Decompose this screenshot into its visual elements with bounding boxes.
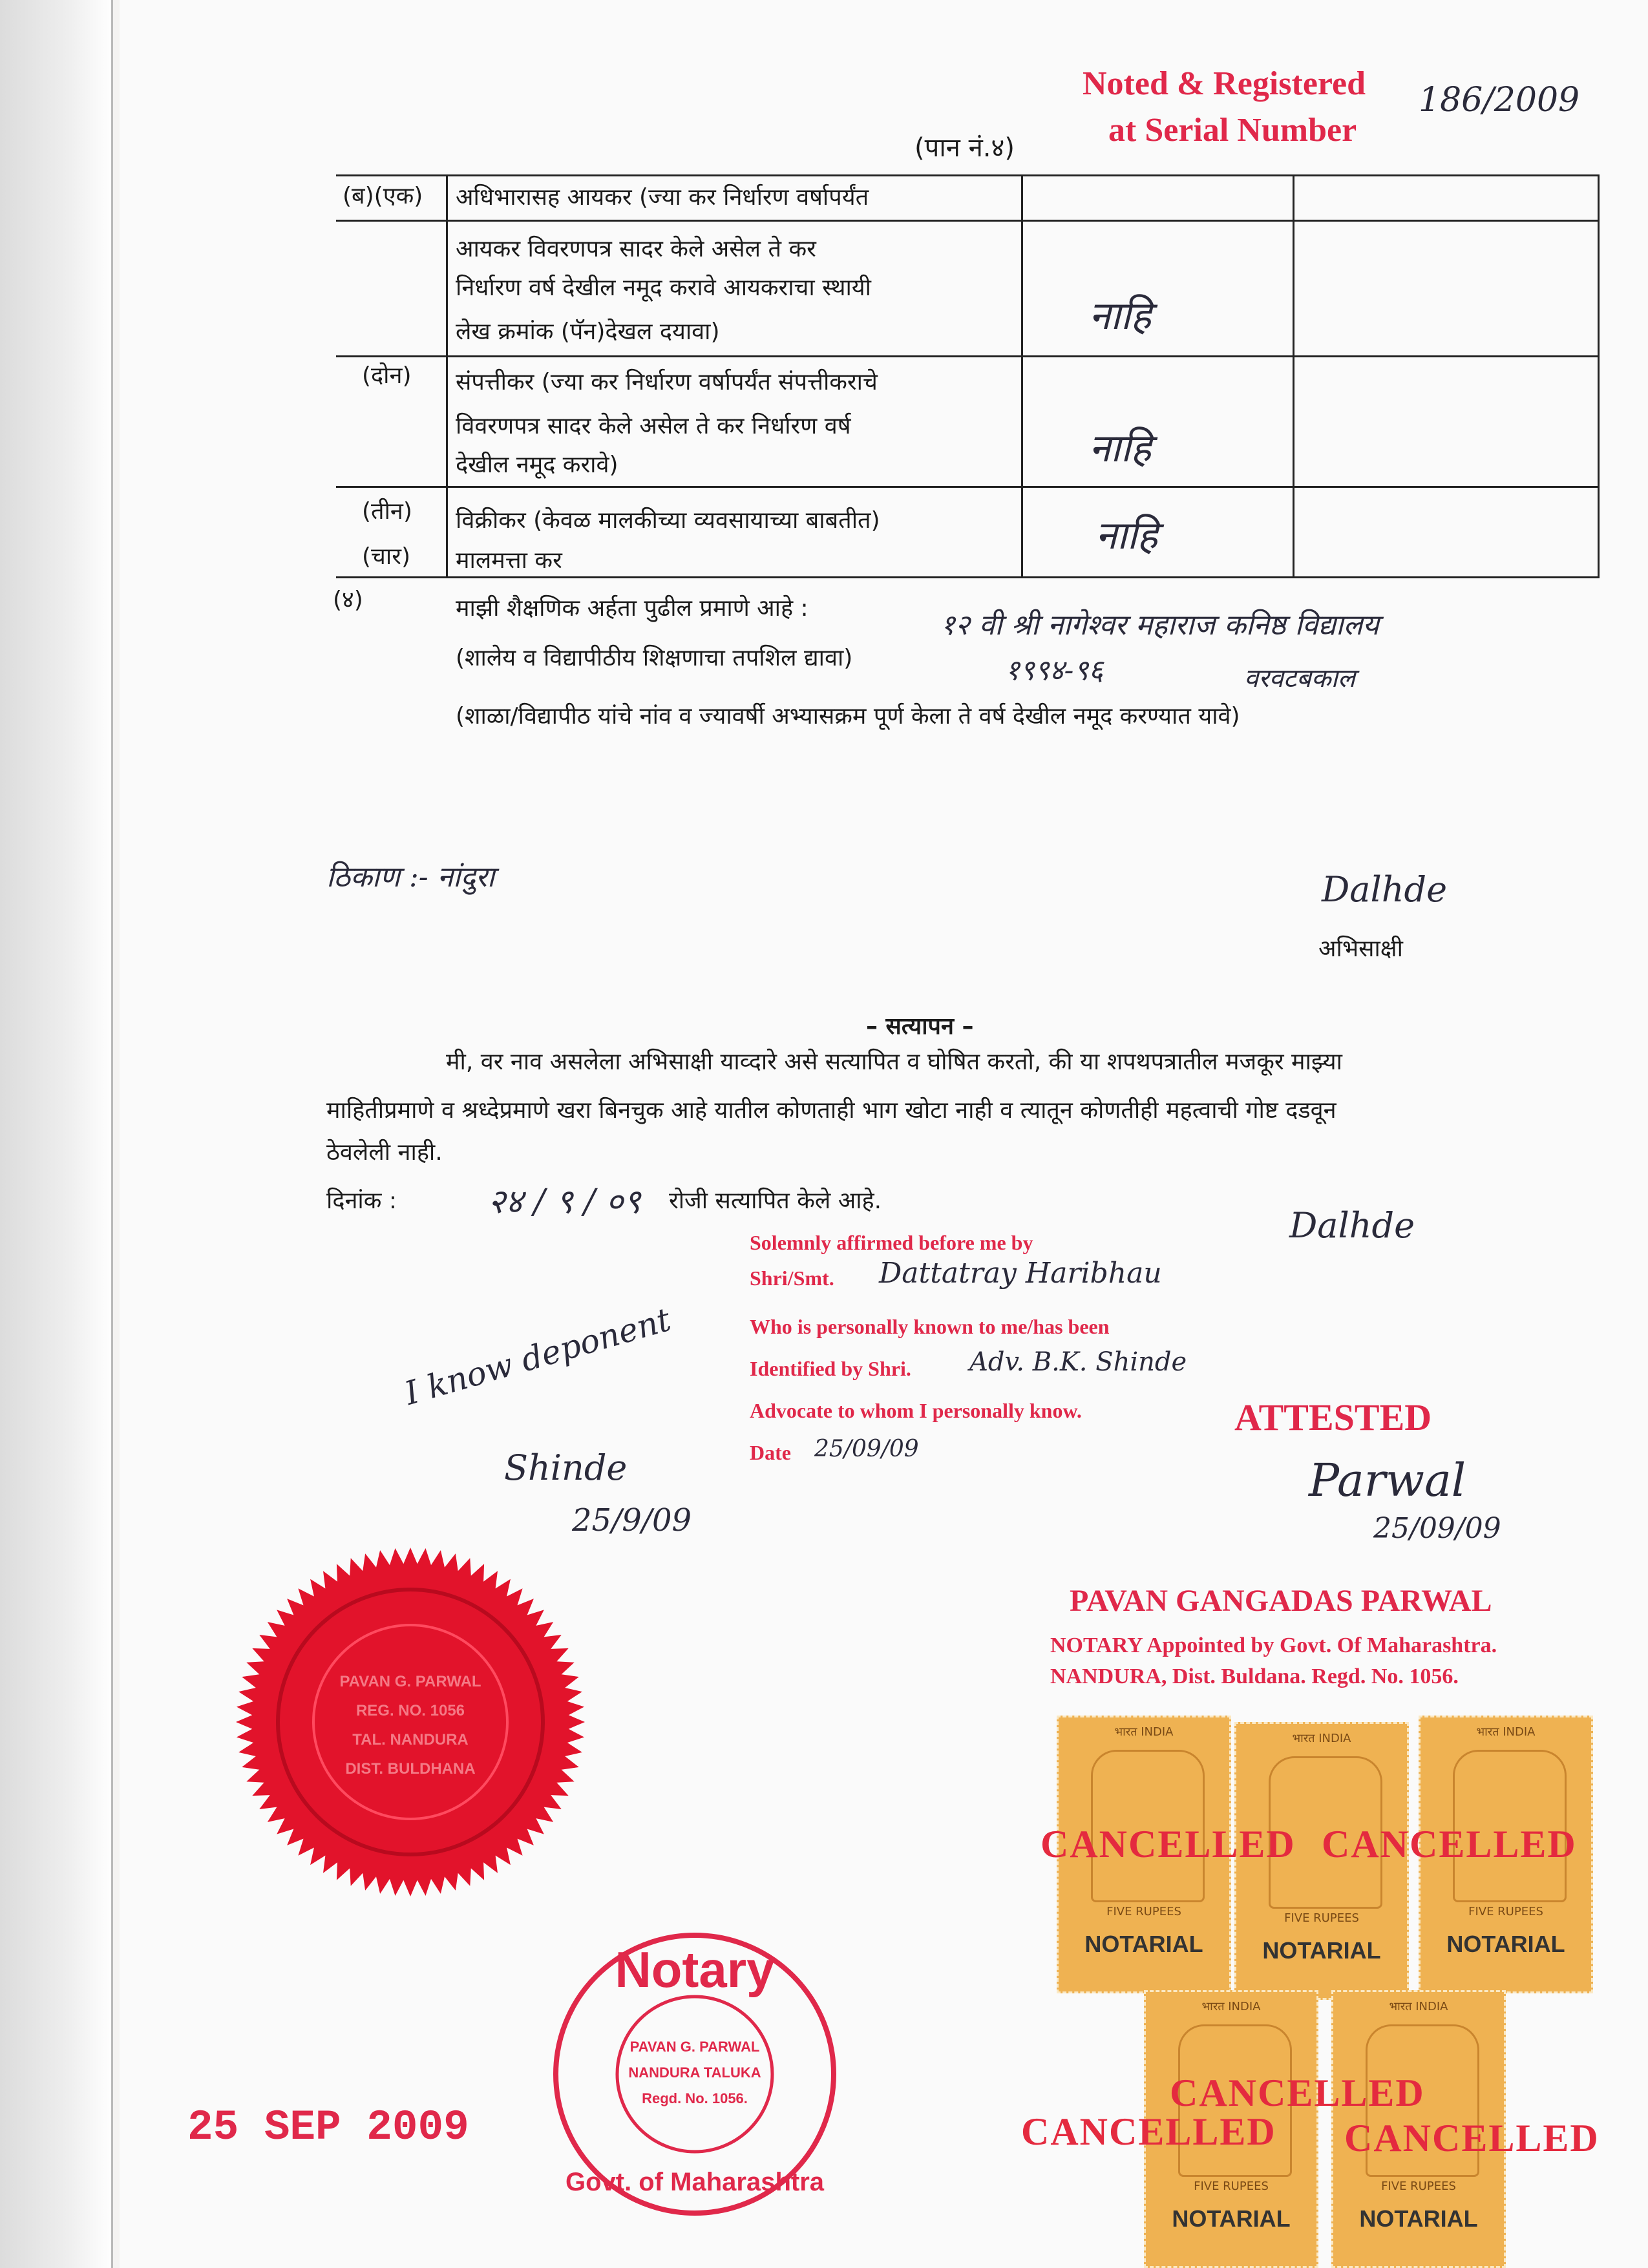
deponent-caption: अभिसाक्षी <box>1318 936 1403 962</box>
binding-edge <box>111 0 113 2268</box>
attested-date: 25/09/09 <box>1373 1512 1501 1545</box>
stamp-denomination: FIVE RUPEES <box>1381 2179 1456 2193</box>
education-place: वरवटबकाल <box>1244 664 1356 693</box>
round-notary-seal <box>546 1926 843 2223</box>
wax-seal-text: DIST. BULDHANA <box>345 1760 476 1778</box>
notary-line3: NANDURA, Dist. Buldana. Regd. No. 1056. <box>1050 1664 1459 1688</box>
round-seal-bottom: Govt. of Maharashtra <box>565 2168 825 2196</box>
affirmation-line1: Solemnly affirmed before me by <box>750 1231 1033 1254</box>
stamp-country: भारत INDIA <box>1114 1725 1174 1739</box>
answer-wealth-tax: नाहि <box>1089 426 1152 471</box>
row-label: (दोन) <box>362 362 412 389</box>
answer-income-tax: नाहि <box>1089 293 1152 339</box>
education-line2: (शालेय व विद्यापीठीय शिक्षणाचा तपशिल द्यावा) <box>456 645 853 671</box>
stamp-type: NOTARIAL <box>1084 1931 1203 1957</box>
table-cell: विक्रीकर (केवळ मालकीच्या व्यवसायाच्या बाबतीत) <box>456 507 880 534</box>
answer-sales-tax: नाहि <box>1095 513 1158 558</box>
cancelled-stamp: CANCELLED <box>1021 2110 1276 2153</box>
round-seal-center: PAVAN G. PARWAL <box>629 2039 760 2055</box>
serial-label: at Serial Number <box>1108 112 1357 149</box>
wax-seal-text: PAVAN G. PARWAL <box>339 1673 481 1690</box>
round-seal-center: NANDURA TALUKA <box>628 2064 761 2081</box>
row-label: (तीन) <box>362 498 412 525</box>
wax-seal-text: REG. NO. 1056 <box>355 1702 465 1719</box>
table-cell: लेख क्रमांक (पॅन)देखल दयावा) <box>456 319 720 345</box>
page-binding <box>0 0 113 2268</box>
cancelled-stamp: CANCELLED <box>1344 2117 1600 2159</box>
table-cell: मालमत्ता कर <box>456 547 562 574</box>
date-label: दिनांक : <box>326 1188 397 1214</box>
education-year: १९९४-९६ <box>1005 654 1104 687</box>
stamp-type: NOTARIAL <box>1359 2205 1478 2232</box>
notary-line2: NOTARY Appointed by Govt. Of Maharashtra. <box>1050 1633 1497 1657</box>
stamp-country: भारत INDIA <box>1201 2000 1261 2013</box>
advocate-date: 25/9/09 <box>572 1502 692 1538</box>
round-seal-center: Regd. No. 1056. <box>642 2090 748 2106</box>
verification-line3: ठेवलेली नाही. <box>326 1139 443 1166</box>
stamp-country: भारत INDIA <box>1389 2000 1448 2013</box>
stamp-country: भारत INDIA <box>1476 1725 1536 1739</box>
education-school: १२ वी श्री नागेश्वर महाराज कनिष्ठ विद्यालय <box>940 609 1379 642</box>
wax-seal <box>229 1541 591 1903</box>
cancelled-stamp: CANCELLED <box>1170 2072 1425 2114</box>
attested-label: ATTESTED <box>1234 1396 1432 1438</box>
stamp-type: NOTARIAL <box>1262 1937 1381 1964</box>
deponent-signature: Dalhde <box>1322 869 1448 910</box>
advocate-note: I know deponent <box>401 1300 675 1412</box>
table-cell: देखील नमूद करावे) <box>456 452 618 478</box>
second-deponent-signature: Dalhde <box>1289 1205 1415 1246</box>
row-label: (चार) <box>362 543 410 570</box>
date-stamp: 25 SEP 2009 <box>187 2103 469 2152</box>
date-suffix: रोजी सत्यापित केले आहे. <box>669 1188 882 1214</box>
affirmation-line5: Advocate to whom I personally know. <box>750 1399 1082 1422</box>
registration-stamp <box>1083 65 1366 103</box>
identifier-name: Adv. B.K. Shinde <box>969 1347 1187 1377</box>
stamp-type: NOTARIAL <box>1172 2205 1291 2232</box>
affirmation-line6-label: Date <box>750 1441 791 1464</box>
education-line3: (शाळा/विद्यापीठ यांचे नांव व ज्यावर्षी अभ्यासक्रम पूर्ण केला ते वर्ष देखील नमूद करण्यात यावे) <box>456 703 1240 730</box>
cancelled-stamp: CANCELLED <box>1041 1823 1296 1865</box>
place-signature: ठिकाण :- नांदुरा <box>326 861 495 894</box>
page-number: (पान नं.४) <box>914 133 1015 163</box>
stamp-denomination: FIVE RUPEES <box>1194 2179 1269 2193</box>
notary-name: PAVAN GANGADAS PARWAL <box>1070 1584 1492 1618</box>
education-line1: माझी शैक्षणिक अर्हता पुढील प्रमाणे आहे : <box>456 595 808 622</box>
table-row <box>343 181 423 212</box>
table-cell: निर्धारण वर्ष देखील नमूद करावे आयकराचा स्थायी <box>456 275 872 301</box>
stamp-denomination: FIVE RUPEES <box>1106 1905 1181 1918</box>
wax-seal-text: TAL. NANDURA <box>352 1731 469 1748</box>
round-seal-top: Notary <box>615 1941 775 1998</box>
stamp-country: भारत INDIA <box>1292 1732 1351 1745</box>
serial-handwritten: 186/2009 <box>1419 81 1580 120</box>
attested-signature: Parwal <box>1309 1454 1466 1507</box>
stamp-denomination: FIVE RUPEES <box>1468 1905 1543 1918</box>
stamp-denomination: FIVE RUPEES <box>1284 1911 1359 1925</box>
noted-registered-text: Noted & Registered <box>1083 65 1366 102</box>
date-value: २४ / ९ / ०९ <box>488 1182 641 1221</box>
table-cell: अधिभारासह आयकर (ज्या कर निर्धारण वर्षापर्यंत <box>456 184 869 211</box>
education-label: (४) <box>333 587 363 613</box>
cancelled-stamp: CANCELLED <box>1322 1823 1577 1865</box>
table-cell: आयकर विवरणपत्र सादर केले असेल ते कर <box>456 236 816 262</box>
stamp-type: NOTARIAL <box>1446 1931 1565 1957</box>
table-cell: संपत्तीकर (ज्या कर निर्धारण वर्षापर्यंत संपत्तीकराचे <box>456 369 878 395</box>
verification-line2: माहितीप्रमाणे व श्रध्देप्रमाणे खरा बिनचुक आहे यातील कोणताही भाग खोटा नाही व त्यातून कोणतीही महत्वाची गोष्ट दडवून <box>326 1097 1336 1124</box>
deponent-name: Dattatray Haribhau <box>879 1257 1162 1290</box>
affirmation-line4-label: Identified by Shri. <box>750 1357 911 1380</box>
row-label: (ब)(एक) <box>343 183 423 209</box>
verification-heading: – सत्यापन – <box>866 1013 974 1040</box>
affirmation-line3: Who is personally known to me/has been <box>750 1315 1110 1338</box>
verification-line1: मी, वर नाव असलेला अभिसाक्षी याव्दारे असे सत्यापित व घोषित करतो, की या शपथपत्रातील मजकूर माझ्या <box>446 1049 1343 1075</box>
affirmation-date: 25/09/09 <box>814 1436 919 1462</box>
advocate-signature: Shinde <box>504 1447 628 1488</box>
table-cell: विवरणपत्र सादर केले असेल ते कर निर्धारण वर्ष <box>456 413 851 439</box>
affirmation-line2-label: Shri/Smt. <box>750 1266 834 1290</box>
